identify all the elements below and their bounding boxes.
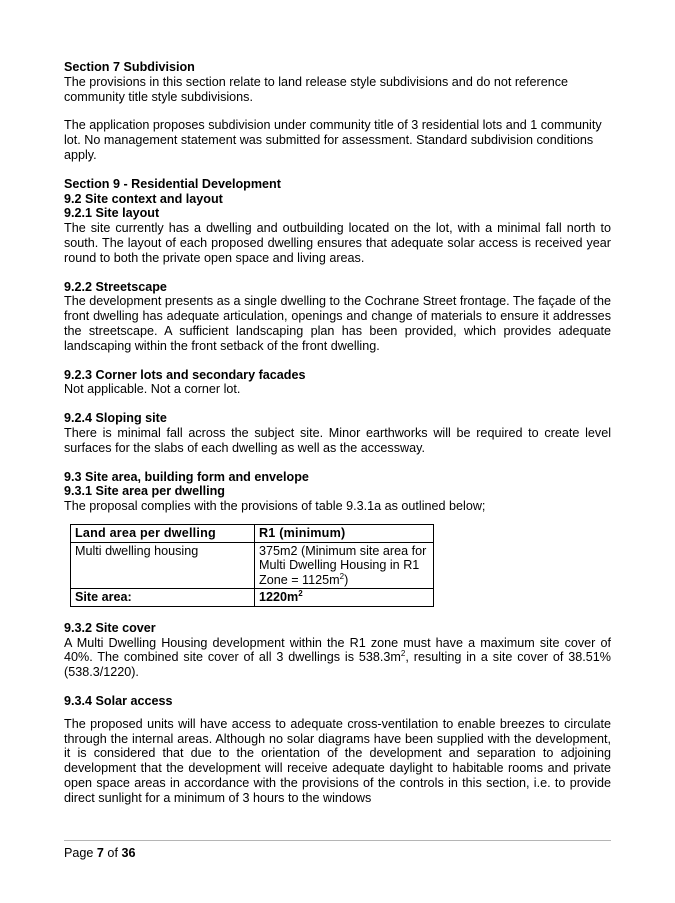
paragraph-9-2-1: The site currently has a dwelling and outbuilding located on the lot, with a minimal fall north to south. The layout of each proposed dwelling ensures that adequate solar access is received year round to both the private open space and living areas. [64,221,611,265]
table-header-cell: Land area per dwelling [71,524,255,542]
heading-9-3: 9.3 Site area, building form and envelope [64,469,309,484]
heading-9-3-2: 9.3.2 Site cover [64,620,156,635]
paragraph-9-2-2: The development presents as a single dwelling to the Cochrane Street frontage. The façade of the front dwelling has adequate articulation, openings and change of materials to ensure it addresses the streetscape. A sufficient landscaping plan has been provided, which provides adequate landscaping within the front setback of the front dwelling. [64,294,611,353]
of-label: of [103,846,122,860]
paragraph-text: A Multi Dwelling Housing development within the R1 zone must have a maximum site cover of 40%. The combined site cover of all 3 dwellings is 538.3m [64,635,611,665]
page-content [64,60,611,806]
heading-9-2-1: 9.2.1 Site layout [64,206,160,221]
table-cell: Site area: [71,589,255,607]
heading-9-2: 9.2 Site context and layout [64,191,223,206]
paragraph-text: , resulting in a site cover of 38.51% (538.3/1220). [64,650,611,680]
site-area-table [70,524,434,607]
paragraph-9-3-4: The proposed units will have access to adequate cross-ventilation to enable breezes to circulate through the internal areas. Although no solar diagrams have been supplied with the development, it is considered that due to the orientation of the development and separation to adjoining development that the development will receive adequate daylight to habitable rooms and private open space areas in accordance with the provisions of the controls in this section, i.e. to provide direct sunlight for a minimum of 3 hours to the windows [64,716,611,805]
table-header-row [71,524,434,542]
footer-divider [64,840,611,841]
superscript: 2 [400,649,406,659]
superscript: 2 [339,571,345,581]
table-row [71,589,434,607]
page-total: 36 [121,846,136,860]
heading-9-2-4: 9.2.4 Sloping site [64,411,167,426]
paragraph-9-2-3: Not applicable. Not a corner lot. [64,382,241,397]
paragraph-9-3-1: The proposal complies with the provisions of table 9.3.1a as outlined below; [64,499,486,514]
table-cell-text: 1220m [259,590,299,605]
heading-9-2-2: 9.2.2 Streetscape [64,279,167,294]
table-cell-text: 375m2 (Minimum site area for Multi Dwelling Housing in R1 Zone = 1125m [259,543,427,587]
heading-9-3-4: 9.3.4 Solar access [64,694,173,709]
table-cell-text: ) [344,572,349,587]
section-7-paragraph-1: The provisions in this section relate to land release style subdivisions and do not reference community title style subdivisions. [64,74,569,104]
superscript: 2 [298,589,303,599]
heading-9-2-3: 9.2.3 Corner lots and secondary facades [64,367,306,382]
section-7-paragraph-2: The application proposes subdivision under community title of 3 residential lots and 1 community lot. No management statement was submitted for assessment. Standard subdivision conditions apply. [64,118,602,162]
table-row [71,542,434,589]
table-cell [255,542,434,589]
page-number: 7 [96,846,104,860]
section-9-heading: Section 9 - Residential Development [64,176,281,191]
table-cell [255,589,434,607]
table-cell: Multi dwelling housing [71,542,255,589]
paragraph-9-3-2 [64,636,611,680]
table-header-cell: R1 (minimum) [255,524,434,542]
heading-9-3-1: 9.3.1 Site area per dwelling [64,484,225,499]
paragraph-9-2-4: There is minimal fall across the subject site. Minor earthworks will be required to create level surfaces for the slabs of each dwelling as well as the accessway. [64,425,611,455]
page-footer [64,846,135,860]
section-7-heading: Section 7 Subdivision [64,60,195,74]
page-label: Page [64,846,97,860]
